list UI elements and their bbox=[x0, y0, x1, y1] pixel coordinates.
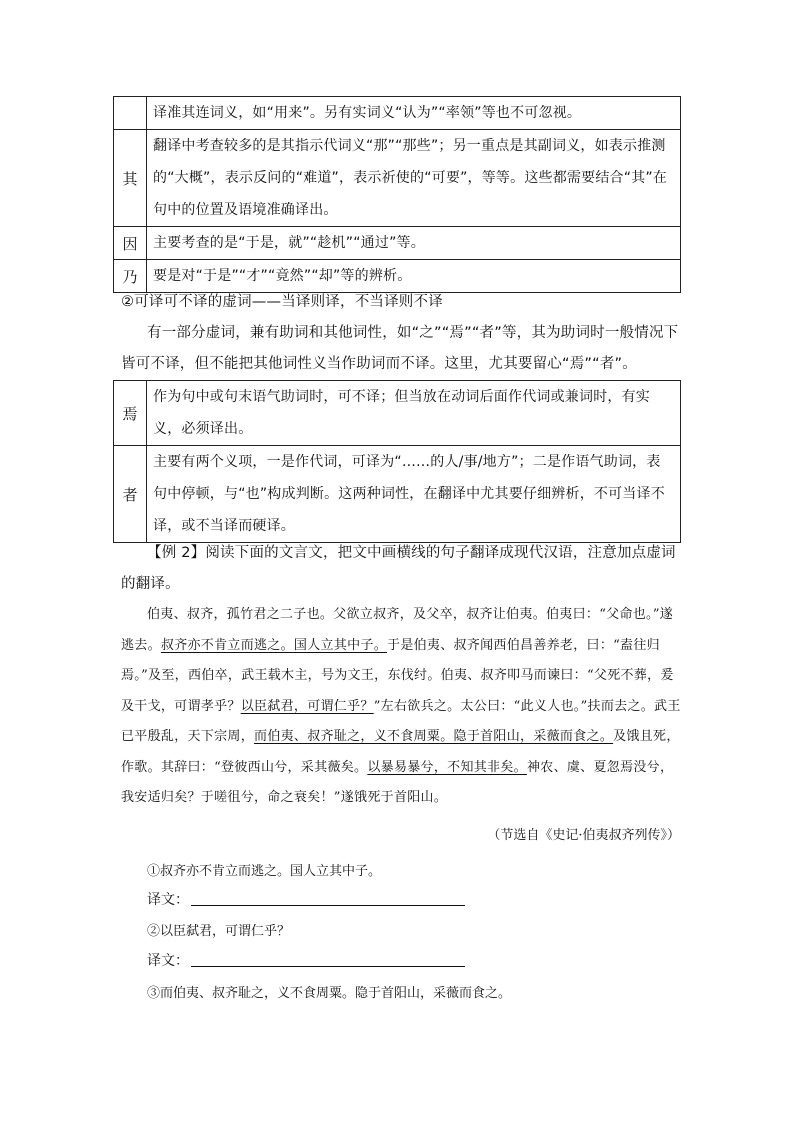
passage-text: ”左右欲兵之。太公曰：“此义人也。”扶而去之。武王已平殷乱，天下宗周， bbox=[121, 698, 681, 744]
table-desc-cell: 主要考查的是“于是，就”“趁机”“通过”等。 bbox=[147, 227, 681, 260]
example-label: 【例 2】 bbox=[147, 545, 206, 561]
question-3: ③而伯夷、叔齐耻之，义不食周粟。隐于首阳山，采薇而食之。 bbox=[147, 986, 512, 1001]
section-heading: ②可译可不译的虚词——当译则译，不当译则不译 bbox=[121, 294, 443, 310]
answer-1 bbox=[147, 889, 465, 909]
table-desc-cell: 主要有两个义项，一是作代词，可译为“……的人/事/地方”；二是作语气助词，表句中停顿，与“也”构成判断。这两种词性，在翻译中尤其要仔细辨析，不可当译不译，或不当译而硬译。 bbox=[147, 446, 681, 543]
function-word-table-1 bbox=[113, 96, 681, 293]
section-intro: 有一部分虚词，兼有助词和其他词性，如“之”“焉”“者”等，其为助词时一般情况下皆可不译，但不能把其他词性义当作助词而不译。这里，尤其要留心“焉”“者”。 bbox=[121, 325, 679, 372]
table-key-cell: 因 bbox=[114, 227, 147, 260]
example-instruction bbox=[121, 538, 687, 600]
question-1: ①叔齐亦不肯立而逃之。国人立其中子。 bbox=[147, 864, 382, 879]
table-row bbox=[114, 446, 681, 543]
table-row bbox=[114, 227, 681, 260]
table-row bbox=[114, 381, 681, 446]
passage-text: 于是伯夷、叔齐闻西伯昌善养老，曰：“盍往归焉。”及至，西伯卒，武王载木主，号为文王，东伐纣。伯夷、叔齐叩马而谏曰：“父死不葬，爰及干戈，可谓孝乎？ bbox=[121, 637, 674, 714]
source-attribution: （节选自《史记·伯夷叔齐列传》） bbox=[487, 828, 680, 843]
table-row bbox=[114, 97, 681, 130]
example-text: 阅读下面的文言文，把文中画横线的句子翻译成现代汉语，注意加点虚词的翻译。 bbox=[121, 545, 676, 592]
underlined-sentence-4: 以暴易暴兮，不知其非矣。 bbox=[367, 759, 527, 775]
underlined-sentence-3: 而伯夷、叔齐耻之，义不食周粟。隐于首阳山，采薇而食之。 bbox=[254, 729, 614, 744]
table-desc-cell: 要是对“于是”“才”“竟然”“却”等的辨析。 bbox=[147, 260, 681, 293]
table-row bbox=[114, 130, 681, 227]
passage-text: 神农、虞、夏忽焉没兮，我安适归矣？于嗟徂兮，命之衰矣！”遂饿死于首阳山。 bbox=[121, 759, 674, 805]
answer-line-1[interactable] bbox=[191, 891, 465, 906]
classical-passage bbox=[121, 600, 681, 814]
table-desc-cell: 译准其连词义，如“用来”。另有实词义“认为”“率领”等也不可忽视。 bbox=[147, 97, 681, 130]
function-word-table-2 bbox=[113, 380, 681, 543]
table-key-cell: 者 bbox=[114, 446, 147, 543]
underlined-sentence-1: 叔齐亦不肯立而逃之。国人立其中子。 bbox=[160, 637, 388, 653]
table-key-cell: 乃 bbox=[114, 260, 147, 293]
table-key-cell: 焉 bbox=[114, 381, 147, 446]
answer-line-2[interactable] bbox=[191, 952, 465, 967]
passage-text: 及饿且死，作歌。其辞曰：“登彼西山兮，采其薇矣。 bbox=[121, 729, 680, 775]
table-desc-cell: 作为句中或句末语气助词时，可不译；但当放在动词后面作代词或兼词时，有实义，必须译出。 bbox=[147, 381, 681, 446]
passage-text: 伯夷、叔齐，孤竹君之二子也。父欲立叔齐，及父卒，叔齐让伯夷。伯夷曰：“父命也。”遂逃去。 bbox=[121, 607, 674, 653]
answer-2 bbox=[147, 950, 465, 970]
table-desc-cell: 翻译中考查较多的是其指示代词义“那”“那些”；另一重点是其副词义，如表示推测的“大概”，表示反问的“难道”，表示祈使的“可要”，等等。这些都需要结合“其”在句中的位置及语境准确译出。 bbox=[147, 130, 681, 227]
table-key-cell: 其 bbox=[114, 130, 147, 227]
underlined-sentence-2: 以臣弑君，可谓仁乎？ bbox=[240, 698, 374, 714]
answer-label: 译文： bbox=[147, 953, 189, 969]
question-2: ②以臣弑君，可谓仁乎？ bbox=[147, 924, 291, 939]
answer-label: 译文： bbox=[147, 892, 189, 908]
table-key-cell bbox=[114, 97, 147, 130]
